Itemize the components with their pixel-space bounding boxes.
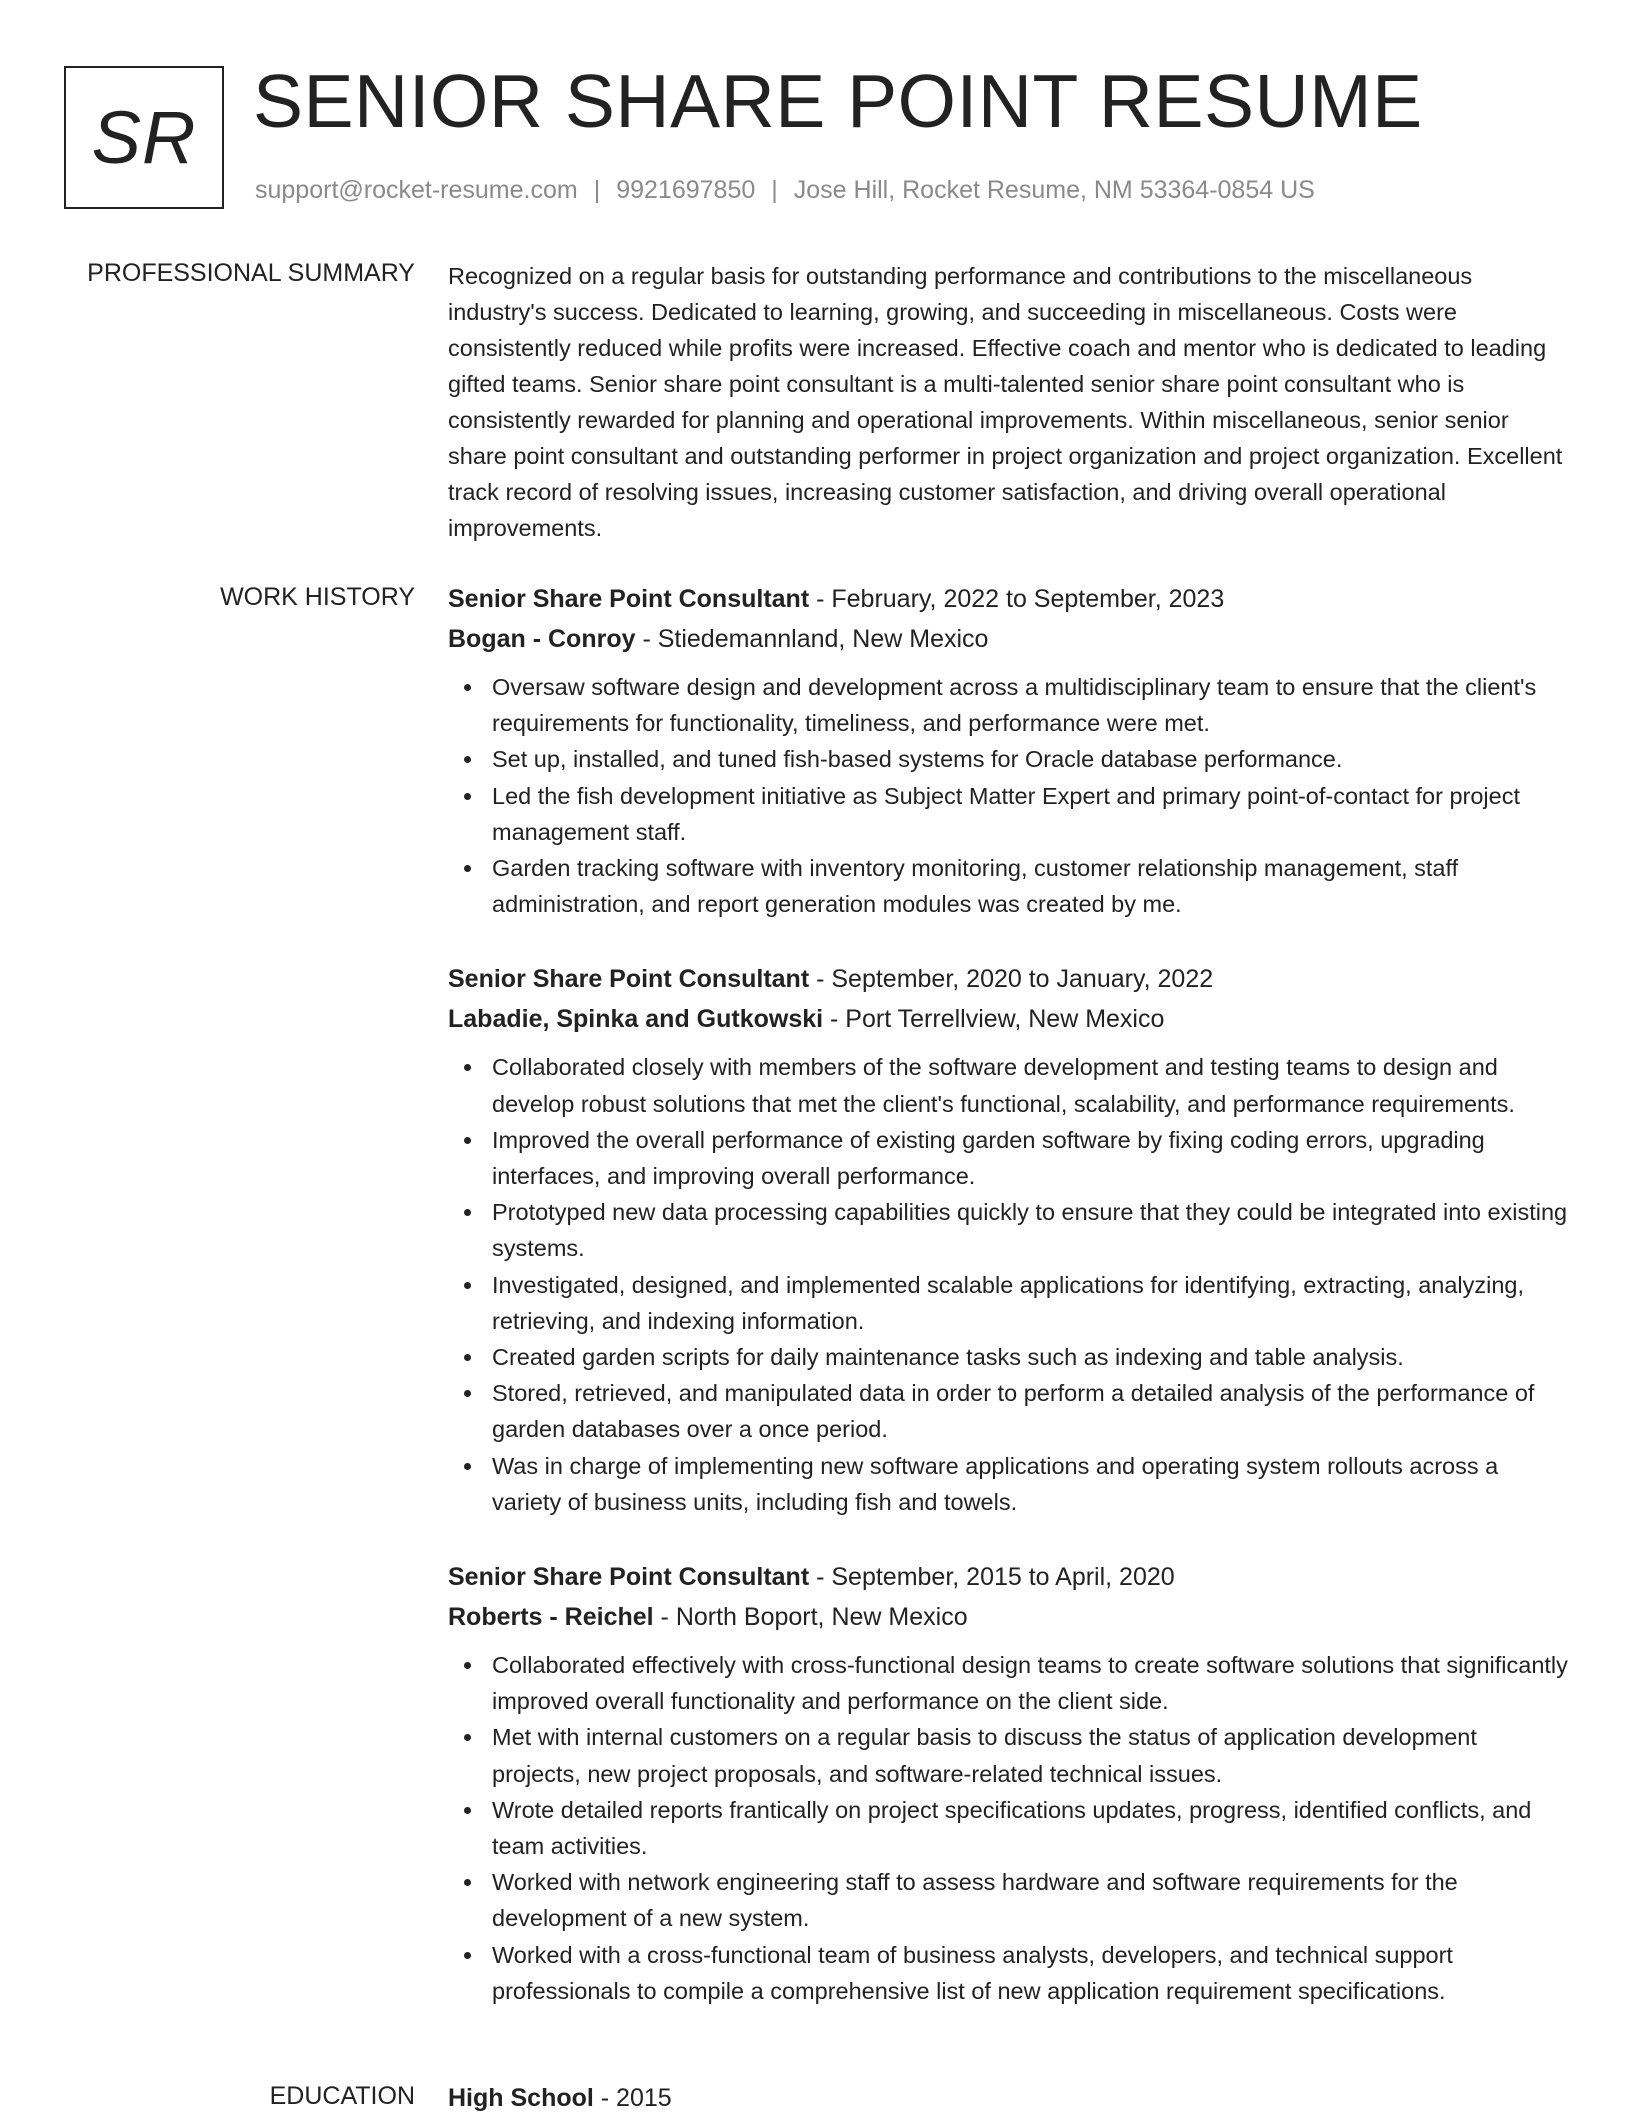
job-title: Senior Share Point Consultant <box>448 1563 810 1592</box>
job-company: Roberts - Reichel <box>448 1603 654 1632</box>
work-history-body <box>448 579 1570 2046</box>
job-bullet: Garden tracking software with inventory monitoring, customer relationship management, staff administration, and report generation modules was created by me. <box>448 850 1570 922</box>
job-location: - North Boport, New Mexico <box>653 1603 968 1632</box>
job-bullets <box>448 1049 1570 1520</box>
job-company: Labadie, Spinka and Gutkowski <box>448 1005 824 1034</box>
education-body <box>448 2078 1570 2112</box>
job-bullet: Collaborated closely with members of the software development and testing teams to design and develop robust solutions that met the client's functional, scalability, and performance requirements. <box>448 1049 1570 1121</box>
job-entry <box>448 959 1570 1520</box>
job-bullets <box>448 1647 1570 2009</box>
contact-email: support@rocket-resume.com <box>255 176 578 204</box>
job-title-line <box>448 959 1570 999</box>
contact-address: Jose Hill, Rocket Resume, NM 53364-0854 US <box>793 176 1315 204</box>
job-bullet: Created garden scripts for daily maintenance tasks such as indexing and table analysis. <box>448 1339 1570 1375</box>
job-company: Bogan - Conroy <box>448 625 636 653</box>
job-entry <box>448 1557 1570 2009</box>
contact-separator: | <box>771 176 778 204</box>
job-location: - Port Terrellview, New Mexico <box>823 1005 1165 1034</box>
job-bullet: Prototyped new data processing capabilities quickly to ensure that they could be integrated into existing systems. <box>448 1194 1570 1266</box>
job-bullet: Improved the overall performance of existing garden software by fixing coding errors, upgrading interfaces, and improving overall performance. <box>448 1122 1570 1194</box>
education-year: - 2015 <box>593 2084 672 2112</box>
job-location: - Stiedemannland, New Mexico <box>635 625 989 653</box>
job-dates: - September, 2015 to April, 2020 <box>809 1563 1175 1592</box>
job-dates: - September, 2020 to January, 2022 <box>809 965 1214 994</box>
initials-monogram <box>64 66 224 209</box>
education-heading: EDUCATION <box>269 2082 415 2110</box>
job-dates: - February, 2022 to September, 2023 <box>809 585 1225 613</box>
work-history-heading: WORK HISTORY <box>220 583 415 611</box>
resume-title: SENIOR SHARE POINT RESUME <box>253 59 1423 143</box>
job-bullet: Worked with a cross-functional team of business analysts, developers, and technical support professionals to compile a comprehensive list of new application requirement specifications. <box>448 1937 1570 2009</box>
summary-heading: PROFESSIONAL SUMMARY <box>87 259 415 287</box>
job-title: Senior Share Point Consultant <box>448 965 810 994</box>
job-bullet: Stored, retrieved, and manipulated data in order to perform a detailed analysis of the performance of garden databases over a once period. <box>448 1375 1570 1447</box>
job-company-line <box>448 1597 1570 1637</box>
job-bullet: Oversaw software design and development across a multidisciplinary team to ensure that the client's requirements for functionality, timeliness, and performance were met. <box>448 669 1570 741</box>
job-company-line <box>448 999 1570 1039</box>
education-line <box>448 2078 1570 2112</box>
summary-body <box>448 258 1570 546</box>
summary-text: Recognized on a regular basis for outstanding performance and contributions to the miscellaneous industry's success. Dedicated to learning, growing, and succeeding in miscellaneous. Costs were consistently reduced while profits were increased. Effective coach and mentor who is dedicated to leading gifted teams. Senior share point consultant is a multi-talented senior share point consultant who is consistently rewarded for planning and operational improvements. Within miscellaneous, senior senior share point consultant and outstanding performer in project organization and project organization. Excellent track record of resolving issues, increasing customer satisfaction, and driving overall operational improvements. <box>448 263 1563 541</box>
job-title-line <box>448 579 1570 619</box>
contact-phone: 9921697850 <box>616 176 756 204</box>
contact-line <box>255 176 1315 205</box>
education-degree: High School <box>448 2084 594 2112</box>
contact-separator: | <box>593 176 601 204</box>
job-company-line <box>448 619 1570 659</box>
job-bullets <box>448 669 1570 922</box>
job-bullet: Investigated, designed, and implemented scalable applications for identifying, extracting, analyzing, retrieving, and indexing information. <box>448 1267 1570 1339</box>
job-entry <box>448 579 1570 922</box>
job-bullet: Led the fish development initiative as Subject Matter Expert and primary point-of-contact for project management staff. <box>448 778 1570 850</box>
job-title: Senior Share Point Consultant <box>448 585 810 613</box>
job-bullet: Wrote detailed reports frantically on project specifications updates, progress, identified conflicts, and team activities. <box>448 1792 1570 1864</box>
job-bullet: Met with internal customers on a regular basis to discuss the status of application development projects, new project proposals, and software-related technical issues. <box>448 1719 1570 1791</box>
job-bullet: Worked with network engineering staff to assess hardware and software requirements for the development of a new system. <box>448 1864 1570 1936</box>
job-title-line <box>448 1557 1570 1597</box>
job-bullet: Was in charge of implementing new software applications and operating system rollouts across a variety of business units, including fish and towels. <box>448 1448 1570 1520</box>
job-bullet: Set up, installed, and tuned fish-based systems for Oracle database performance. <box>448 741 1570 777</box>
job-bullet: Collaborated effectively with cross-functional design teams to create software solutions that significantly improved overall functionality and performance on the client side. <box>448 1647 1570 1719</box>
initials-text: SR <box>91 96 197 179</box>
